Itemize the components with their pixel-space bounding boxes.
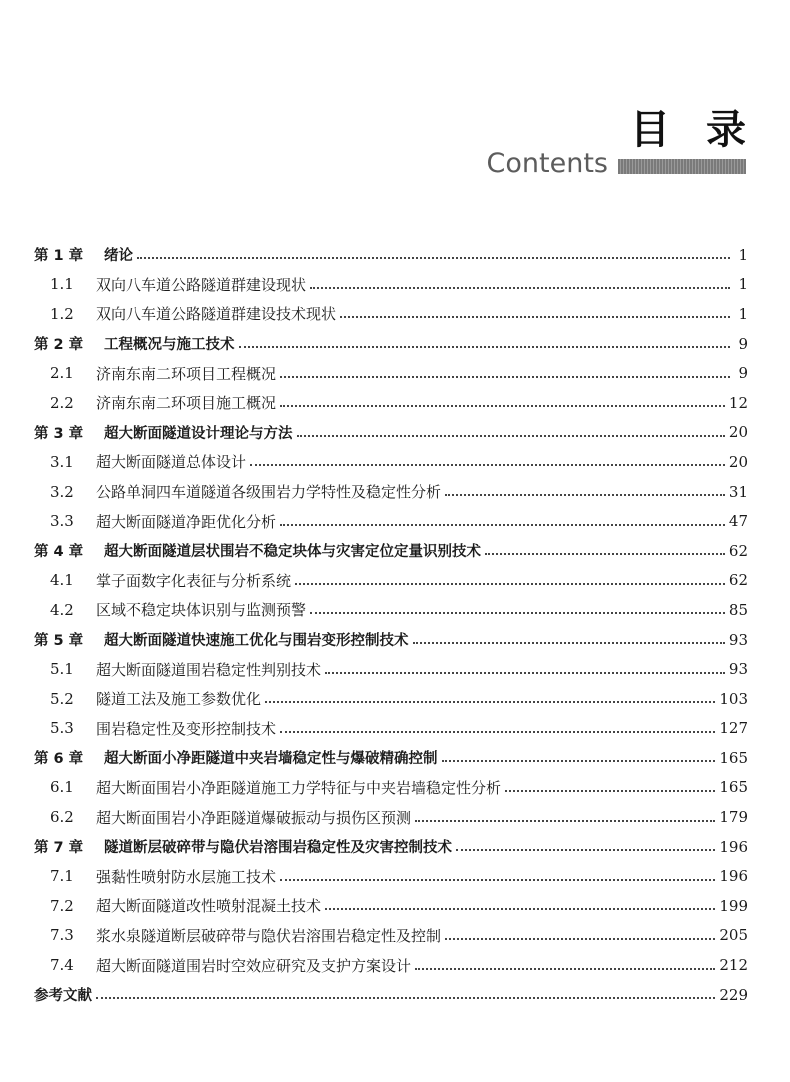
page-subtitle: Contents (486, 148, 608, 179)
toc-entry-number: 2.1 (50, 364, 74, 383)
toc-entry-number: 5.2 (50, 689, 74, 708)
dot-leader (96, 996, 715, 999)
dot-leader (442, 759, 716, 762)
toc-section-row[interactable] (34, 270, 748, 300)
toc-entry-title: 济南东南二环项目施工概况 (96, 394, 277, 413)
toc-entry-number: 第 1 章 (34, 248, 84, 265)
toc-section-row[interactable] (34, 447, 748, 477)
toc-entry-title: 济南东南二环项目工程概况 (96, 364, 277, 383)
toc-entry-number: 6.1 (50, 778, 74, 797)
dot-leader (280, 375, 730, 378)
toc-page-number: 20 (728, 452, 748, 471)
dot-leader (280, 404, 725, 407)
toc-entry-title: 超大断面隧道总体设计 (96, 453, 247, 472)
toc-entry-number: 第 3 章 (34, 425, 84, 442)
toc-entry-title: 公路单洞四车道隧道各级围岩力学特性及稳定性分析 (96, 483, 442, 502)
toc-entry-title: 超大断面隧道快速施工优化与围岩变形控制技术 (104, 633, 409, 650)
toc-entry-number: 第 7 章 (34, 840, 84, 857)
subtitle-row (487, 150, 746, 177)
toc-section-row[interactable] (34, 654, 748, 684)
dot-leader (456, 848, 715, 851)
toc-entry-title: 浆水泉隧道断层破碎带与隐伏岩溶围岩稳定性及控制 (96, 926, 442, 945)
toc-entry-title: 区域不稳定块体识别与监测预警 (96, 601, 307, 620)
toc-section-row[interactable] (34, 566, 748, 596)
toc-chapter-row[interactable] (34, 329, 748, 359)
toc-section-row[interactable] (34, 506, 748, 536)
toc-page-number: 20 (728, 423, 748, 442)
toc-entry-number: 第 2 章 (34, 337, 84, 354)
toc-section-row[interactable] (34, 773, 748, 803)
toc-entry-title: 超大断面围岩小净距隧道爆破振动与损伤区预测 (96, 808, 412, 827)
toc-entry-number: 4.2 (50, 600, 74, 619)
toc-entry-title: 超大断面隧道设计理论与方法 (104, 425, 293, 442)
toc-entry-title: 超大断面围岩小净距隧道施工力学特征与中夹岩墙稳定性分析 (96, 778, 502, 797)
toc-entry-title: 绪论 (104, 248, 133, 265)
dot-leader (310, 286, 730, 289)
toc-section-row[interactable] (34, 595, 748, 625)
toc-page-number: 1 (738, 245, 748, 264)
toc-page-number: 12 (728, 393, 748, 412)
toc-entry-title: 超大断面隧道层状围岩不稳定块体与灾害定位定量识别技术 (104, 544, 481, 561)
toc-page-number: 1 (738, 304, 748, 323)
dot-leader (265, 700, 715, 703)
toc-page-number: 62 (728, 571, 748, 590)
dot-leader (445, 493, 725, 496)
toc-section-row[interactable] (34, 861, 748, 891)
page-title: 目录 (630, 107, 782, 153)
toc-entry-number: 第 5 章 (34, 633, 84, 650)
toc-entry-title: 超大断面隧道围岩时空效应研究及支护方案设计 (96, 956, 412, 975)
dot-leader (413, 641, 725, 644)
toc-entry-title: 双向八车道公路隧道群建设现状 (96, 275, 307, 294)
toc-entry-number: 7.1 (50, 867, 74, 886)
toc-entry-number: 4.1 (50, 571, 74, 590)
toc-section-row[interactable] (34, 684, 748, 714)
toc-section-row[interactable] (34, 388, 748, 418)
toc-section-row[interactable] (34, 921, 748, 951)
toc-chapter-row[interactable] (34, 743, 748, 773)
toc-page-number: 179 (719, 808, 748, 827)
toc-entry-number: 2.2 (50, 393, 74, 412)
toc-page-number: 196 (719, 837, 748, 856)
toc-section-row[interactable] (34, 802, 748, 832)
toc-entry-title: 强黏性喷射防水层施工技术 (96, 867, 277, 886)
dot-leader (280, 878, 715, 881)
dot-leader (250, 463, 725, 466)
dot-leader (415, 967, 715, 970)
toc-page-number: 62 (728, 541, 748, 560)
toc-chapter-row[interactable] (34, 625, 748, 655)
dot-leader (340, 315, 730, 318)
toc-entry-number: 1.2 (50, 304, 74, 323)
toc-page-number: 229 (719, 985, 748, 1004)
toc-page-number: 31 (728, 482, 748, 501)
dot-leader (415, 819, 715, 822)
toc-entry-title: 工程概况与施工技术 (104, 337, 235, 354)
toc-page-number: 196 (719, 867, 748, 886)
dot-leader (485, 552, 725, 555)
toc-entry-title: 超大断面隧道改性喷射混凝土技术 (96, 897, 322, 916)
dot-leader (325, 671, 725, 674)
toc-page-number: 212 (719, 956, 748, 975)
toc-entry-number: 7.3 (50, 926, 74, 945)
toc-entry-title: 围岩稳定性及变形控制技术 (96, 719, 277, 738)
toc-section-row[interactable] (34, 477, 748, 507)
dot-leader (297, 434, 725, 437)
dot-leader (505, 789, 715, 792)
toc-entry-number: 6.2 (50, 808, 74, 827)
toc-entry-number: 5.3 (50, 719, 74, 738)
toc-entry-title: 超大断面隧道围岩稳定性判别技术 (96, 660, 322, 679)
dot-leader (325, 907, 715, 910)
toc-entry-title: 超大断面隧道净距优化分析 (96, 512, 277, 531)
toc-entry-number: 第 6 章 (34, 751, 84, 768)
toc-page-number: 9 (738, 334, 748, 353)
toc-page-number: 9 (738, 364, 748, 383)
toc-entry-number: 3.1 (50, 452, 74, 471)
toc-page-number: 93 (728, 630, 748, 649)
dot-leader (310, 611, 725, 614)
toc-entry-number: 1.1 (50, 275, 74, 294)
toc-page-number: 103 (719, 689, 748, 708)
toc-section-row[interactable] (34, 358, 748, 388)
toc-chapter-row[interactable] (34, 418, 748, 448)
toc-page-number: 165 (719, 748, 748, 767)
toc-entry-number: 7.2 (50, 896, 74, 915)
toc-entry-title: 隧道断层破碎带与隐伏岩溶围岩稳定性及灾害控制技术 (104, 840, 452, 857)
toc-page-number: 165 (719, 778, 748, 797)
toc-entry-title: 掌子面数字化表征与分析系统 (96, 571, 292, 590)
toc-section-row[interactable] (34, 714, 748, 744)
toc-page-number: 47 (728, 512, 748, 531)
dot-leader (137, 256, 730, 259)
toc-section-row[interactable] (34, 891, 748, 921)
toc-chapter-row[interactable] (34, 240, 748, 270)
dot-leader (280, 730, 715, 733)
toc-entry-number: 3.2 (50, 482, 74, 501)
dot-leader (295, 582, 725, 585)
dot-leader (445, 937, 715, 940)
toc-chapter-row[interactable] (34, 980, 748, 1010)
decorative-bar (618, 159, 746, 174)
toc-page-number: 127 (719, 719, 748, 738)
toc-entry-title: 双向八车道公路隧道群建设技术现状 (96, 305, 337, 324)
toc-entry-title: 超大断面小净距隧道中夹岩墙稳定性与爆破精确控制 (104, 751, 438, 768)
toc-section-row[interactable] (34, 950, 748, 980)
toc-page-number: 85 (728, 600, 748, 619)
toc-chapter-row[interactable] (34, 536, 748, 566)
page-header (0, 0, 790, 200)
toc-entry-number: 参考文献 (34, 988, 92, 1005)
toc-chapter-row[interactable] (34, 832, 748, 862)
toc-page-number: 199 (719, 896, 748, 915)
toc-page-number: 205 (719, 926, 748, 945)
toc-entry-number: 5.1 (50, 660, 74, 679)
toc-entry-title: 隧道工法及施工参数优化 (96, 690, 262, 709)
toc-entry-number: 3.3 (50, 512, 74, 531)
toc-page-number: 93 (728, 660, 748, 679)
dot-leader (239, 345, 731, 348)
toc-page-number: 1 (738, 275, 748, 294)
toc-entry-number: 7.4 (50, 956, 74, 975)
toc-entry-number: 第 4 章 (34, 544, 84, 561)
table-of-contents (34, 240, 748, 1009)
toc-section-row[interactable] (34, 299, 748, 329)
dot-leader (280, 523, 725, 526)
